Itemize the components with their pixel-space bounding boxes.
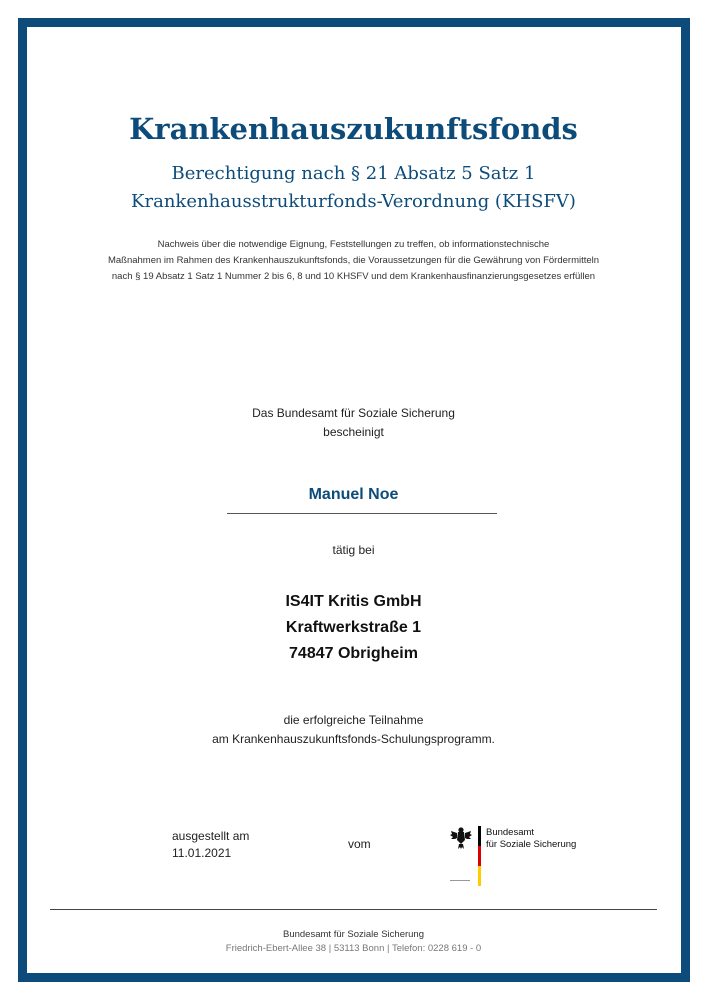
employed-at-label: tätig bei — [332, 543, 375, 557]
participation-line-2: am Krankenhauszukunftsfonds-Schulungsprogramm. — [212, 732, 495, 746]
bundesamt-logo — [450, 826, 590, 888]
issued-label: ausgestellt am — [172, 829, 250, 843]
logo-line-1: Bundesamt — [486, 827, 535, 838]
intro-text — [60, 237, 647, 285]
participation-line-1: die erfolgreiche Teilnahme — [283, 713, 424, 727]
from-label: vom — [348, 837, 371, 851]
flag-stripe-red — [478, 846, 481, 866]
federal-eagle-icon — [450, 826, 472, 850]
issuer-line-2: bescheinigt — [323, 425, 384, 439]
subtitle-line-1: Berechtigung nach § 21 Absatz 5 Satz 1 — [171, 163, 536, 184]
company-city: 74847 Obrigheim — [289, 645, 418, 662]
logo-text — [486, 827, 576, 851]
issuer-statement — [0, 404, 707, 442]
intro-line-3: nach § 19 Absatz 1 Satz 1 Nummer 2 bis 6, 8 und 10 KHSFV und dem Krankenhausfinanzierungsgesetzes erfüllen — [111, 271, 596, 282]
recipient-name: Manuel Noe — [308, 486, 399, 503]
flag-stripe-black — [478, 826, 481, 846]
footer-address: Friedrich-Ebert-Allee 38 | 53113 Bonn | Telefon: 0228 619 - 0 — [225, 943, 482, 954]
footer-org: Bundesamt für Soziale Sicherung — [283, 929, 424, 940]
flag-stripe-gold — [478, 866, 481, 886]
intro-line-1: Nachweis über die notwendige Eignung, Feststellungen zu treffen, ob informationstechnische — [157, 239, 550, 250]
logo-line-2: für Soziale Sicherung — [486, 839, 577, 850]
issued-block — [172, 828, 249, 862]
certificate-title: Krankenhauszukunftsfonds — [129, 112, 578, 146]
logo-underline — [450, 880, 470, 881]
german-flag-bar — [478, 826, 481, 886]
issued-date: 11.01.2021 — [172, 846, 232, 860]
participation-statement — [0, 711, 707, 749]
company-street: Kraftwerkstraße 1 — [285, 619, 422, 636]
subtitle-line-2: Krankenhausstrukturfonds-Verordnung (KHSFV) — [131, 191, 576, 212]
issuer-line-1: Das Bundesamt für Soziale Sicherung — [252, 406, 455, 420]
recipient-underline — [227, 513, 497, 514]
intro-line-2: Maßnahmen im Rahmen des Krankenhauszukunftsfonds, die Voraussetzungen für die Gewährung von Fördermitteln — [107, 255, 600, 266]
footer-divider — [50, 909, 657, 910]
company-name: IS4IT Kritis GmbH — [285, 593, 422, 610]
